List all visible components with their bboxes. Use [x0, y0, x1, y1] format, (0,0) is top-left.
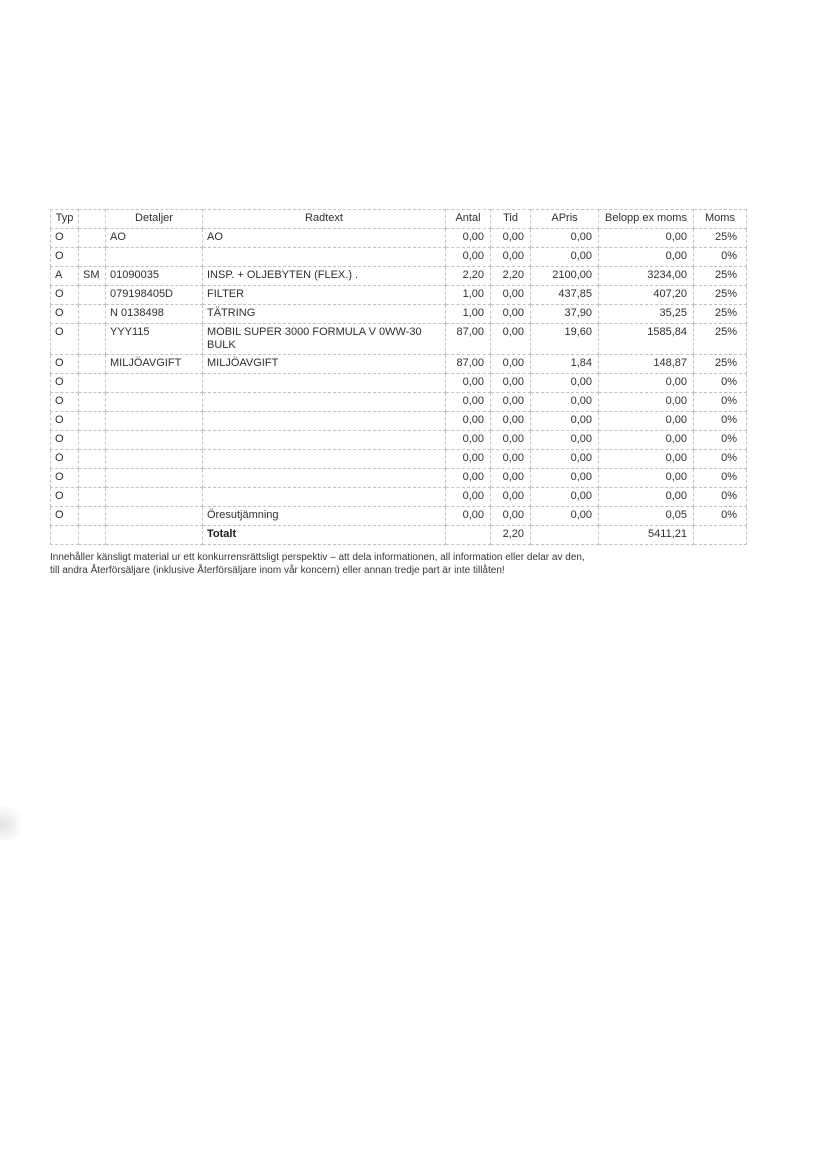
cell-apris: 0,00: [531, 507, 599, 526]
cell-tid: 0,00: [491, 305, 531, 324]
cell-sm: [79, 305, 106, 324]
col-header-detaljer: Detaljer: [106, 210, 203, 229]
cell-detaljer: N 0138498: [106, 305, 203, 324]
cell-typ: O: [51, 286, 79, 305]
cell-radtext: AO: [203, 229, 446, 248]
table-header-row: [51, 210, 747, 229]
table-row: [51, 374, 747, 393]
cell-apris: 437,85: [531, 286, 599, 305]
table-row: [51, 488, 747, 507]
cell-apris: 0,00: [531, 248, 599, 267]
col-header-typ: Typ: [51, 210, 79, 229]
cell-detaljer: AO: [106, 229, 203, 248]
total-tid: 2,20: [491, 526, 531, 545]
scan-artifact-smudge: [0, 805, 23, 841]
table-row: [51, 355, 747, 374]
cell-apris: 19,60: [531, 324, 599, 355]
cell-sm: [79, 393, 106, 412]
disclaimer-line-2: till andra Återförsäljare (inklusive Återförsäljare inom vår koncern) eller annan tredje part är inte tillåten!: [50, 565, 505, 576]
cell-sm: [79, 431, 106, 450]
cell-belopp: 3234,00: [599, 267, 694, 286]
cell-moms: 0%: [694, 488, 747, 507]
cell-typ: O: [51, 488, 79, 507]
cell-detaljer: [106, 248, 203, 267]
cell-tid: 0,00: [491, 431, 531, 450]
cell-apris: 0,00: [531, 229, 599, 248]
cell-detaljer: YYY115: [106, 324, 203, 355]
cell-apris: 0,00: [531, 393, 599, 412]
cell-tid: 0,00: [491, 450, 531, 469]
cell-antal: 87,00: [446, 355, 491, 374]
cell-moms: 0%: [694, 248, 747, 267]
cell-antal: 87,00: [446, 324, 491, 355]
cell-tid: 0,00: [491, 412, 531, 431]
cell-belopp: 0,00: [599, 229, 694, 248]
cell-apris: 0,00: [531, 469, 599, 488]
table-row: [51, 286, 747, 305]
table-row: [51, 507, 747, 526]
cell-moms: 0%: [694, 393, 747, 412]
cell-detaljer: [106, 469, 203, 488]
cell-radtext: [203, 450, 446, 469]
cell-moms: 25%: [694, 229, 747, 248]
cell-detaljer: [106, 431, 203, 450]
cell-antal: 0,00: [446, 412, 491, 431]
cell-tid: 0,00: [491, 507, 531, 526]
cell-antal: 2,20: [446, 267, 491, 286]
cell-belopp: 35,25: [599, 305, 694, 324]
cell-radtext: MILJÖAVGIFT: [203, 355, 446, 374]
cell-radtext: INSP. + OLJEBYTEN (FLEX.) .: [203, 267, 446, 286]
cell-moms: 25%: [694, 355, 747, 374]
cell-moms: 0%: [694, 412, 747, 431]
col-header-belopp: Belopp ex moms: [599, 210, 694, 229]
cell-moms: [694, 526, 747, 545]
cell-sm: [79, 286, 106, 305]
cell-tid: 0,00: [491, 324, 531, 355]
cell-tid: 0,00: [491, 488, 531, 507]
cell-belopp: 0,00: [599, 469, 694, 488]
table-row: [51, 248, 747, 267]
cell-radtext: [203, 488, 446, 507]
cell-antal: 0,00: [446, 469, 491, 488]
cell-typ: O: [51, 469, 79, 488]
cell-apris: 0,00: [531, 412, 599, 431]
table-row: [51, 393, 747, 412]
cell-detaljer: [106, 393, 203, 412]
cell-typ: O: [51, 393, 79, 412]
cell-antal: 0,00: [446, 507, 491, 526]
cell-belopp: 1585,84: [599, 324, 694, 355]
cell-radtext: [203, 412, 446, 431]
cell-antal: 0,00: [446, 393, 491, 412]
cell-sm: [79, 469, 106, 488]
cell-belopp: 407,20: [599, 286, 694, 305]
cell-antal: 1,00: [446, 305, 491, 324]
cell-tid: 0,00: [491, 374, 531, 393]
cell-antal: [446, 526, 491, 545]
total-belopp: 5411,21: [599, 526, 694, 545]
cell-radtext: [203, 374, 446, 393]
cell-antal: 0,00: [446, 450, 491, 469]
table-row: [51, 229, 747, 248]
cell-moms: 0%: [694, 507, 747, 526]
cell-moms: 0%: [694, 374, 747, 393]
cell-sm: [79, 324, 106, 355]
col-header-antal: Antal: [446, 210, 491, 229]
cell-detaljer: MILJÖAVGIFT: [106, 355, 203, 374]
cell-belopp: 0,00: [599, 412, 694, 431]
cell-apris: 0,00: [531, 450, 599, 469]
cell-typ: O: [51, 305, 79, 324]
cell-radtext: [203, 469, 446, 488]
cell-detaljer: [106, 507, 203, 526]
cell-radtext: [203, 393, 446, 412]
cell-tid: 0,00: [491, 286, 531, 305]
cell-tid: 0,00: [491, 393, 531, 412]
cell-detaljer: 01090035: [106, 267, 203, 286]
cell-typ: O: [51, 324, 79, 355]
cell-sm: [79, 507, 106, 526]
cell-radtext: Öresutjämning: [203, 507, 446, 526]
disclaimer-line-1: Innehåller känsligt material ur ett konkurrensrättsligt perspektiv – att dela informationen, all information eller delar av den,: [50, 552, 585, 563]
cell-moms: 25%: [694, 286, 747, 305]
cell-apris: 37,90: [531, 305, 599, 324]
cell-apris: 0,00: [531, 431, 599, 450]
cell-tid: 0,00: [491, 248, 531, 267]
cell-typ: O: [51, 450, 79, 469]
cell-apris: [531, 526, 599, 545]
cell-sm: [79, 229, 106, 248]
cell-typ: O: [51, 248, 79, 267]
cell-typ: A: [51, 267, 79, 286]
cell-sm: [79, 412, 106, 431]
cell-radtext: MOBIL SUPER 3000 FORMULA V 0WW-30 BULK: [203, 324, 446, 355]
cell-detaljer: [106, 450, 203, 469]
cell-typ: O: [51, 507, 79, 526]
col-header-blank: [79, 210, 106, 229]
cell-belopp: 0,00: [599, 450, 694, 469]
cell-radtext: FILTER: [203, 286, 446, 305]
cell-tid: 0,00: [491, 229, 531, 248]
cell-tid: 2,20: [491, 267, 531, 286]
cell-detaljer: 079198405D: [106, 286, 203, 305]
cell-belopp: 0,00: [599, 488, 694, 507]
cell-sm: [79, 450, 106, 469]
cell-belopp: 0,00: [599, 393, 694, 412]
cell-antal: 0,00: [446, 374, 491, 393]
col-header-tid: Tid: [491, 210, 531, 229]
cell-apris: 0,00: [531, 374, 599, 393]
cell-apris: 1,84: [531, 355, 599, 374]
cell-sm: [79, 526, 106, 545]
cell-sm: [79, 248, 106, 267]
cell-sm: [79, 355, 106, 374]
cell-belopp: 0,05: [599, 507, 694, 526]
confidentiality-disclaimer: [50, 551, 690, 577]
table-total-row: [51, 526, 747, 545]
col-header-radtext: Radtext: [203, 210, 446, 229]
cell-antal: 0,00: [446, 431, 491, 450]
cell-moms: 25%: [694, 267, 747, 286]
total-label: Totalt: [203, 526, 446, 545]
cell-belopp: 0,00: [599, 248, 694, 267]
col-header-apris: APris: [531, 210, 599, 229]
cell-antal: 0,00: [446, 488, 491, 507]
cell-typ: O: [51, 229, 79, 248]
cell-sm: [79, 488, 106, 507]
cell-detaljer: [106, 412, 203, 431]
table-row: [51, 267, 747, 286]
cell-radtext: TÄTRING: [203, 305, 446, 324]
cell-moms: 0%: [694, 450, 747, 469]
cell-antal: 1,00: [446, 286, 491, 305]
cell-moms: 25%: [694, 324, 747, 355]
table-row: [51, 431, 747, 450]
cell-typ: O: [51, 374, 79, 393]
cell-apris: 2100,00: [531, 267, 599, 286]
cell-belopp: 148,87: [599, 355, 694, 374]
cell-detaljer: [106, 374, 203, 393]
table-row: [51, 324, 747, 355]
cell-tid: 0,00: [491, 355, 531, 374]
cell-antal: 0,00: [446, 248, 491, 267]
cell-moms: 0%: [694, 469, 747, 488]
table-row: [51, 412, 747, 431]
cell-moms: 0%: [694, 431, 747, 450]
cell-moms: 25%: [694, 305, 747, 324]
cell-typ: [51, 526, 79, 545]
cell-sm: SM: [79, 267, 106, 286]
cell-antal: 0,00: [446, 229, 491, 248]
cell-belopp: 0,00: [599, 431, 694, 450]
col-header-moms: Moms: [694, 210, 747, 229]
table-row: [51, 469, 747, 488]
table-row: [51, 450, 747, 469]
table-row: [51, 305, 747, 324]
cell-typ: O: [51, 412, 79, 431]
cell-radtext: [203, 431, 446, 450]
cell-sm: [79, 374, 106, 393]
cell-belopp: 0,00: [599, 374, 694, 393]
cell-detaljer: [106, 526, 203, 545]
cell-tid: 0,00: [491, 469, 531, 488]
line-items-table: [50, 209, 747, 545]
cell-radtext: [203, 248, 446, 267]
cell-detaljer: [106, 488, 203, 507]
cell-typ: O: [51, 355, 79, 374]
cell-apris: 0,00: [531, 488, 599, 507]
cell-typ: O: [51, 431, 79, 450]
